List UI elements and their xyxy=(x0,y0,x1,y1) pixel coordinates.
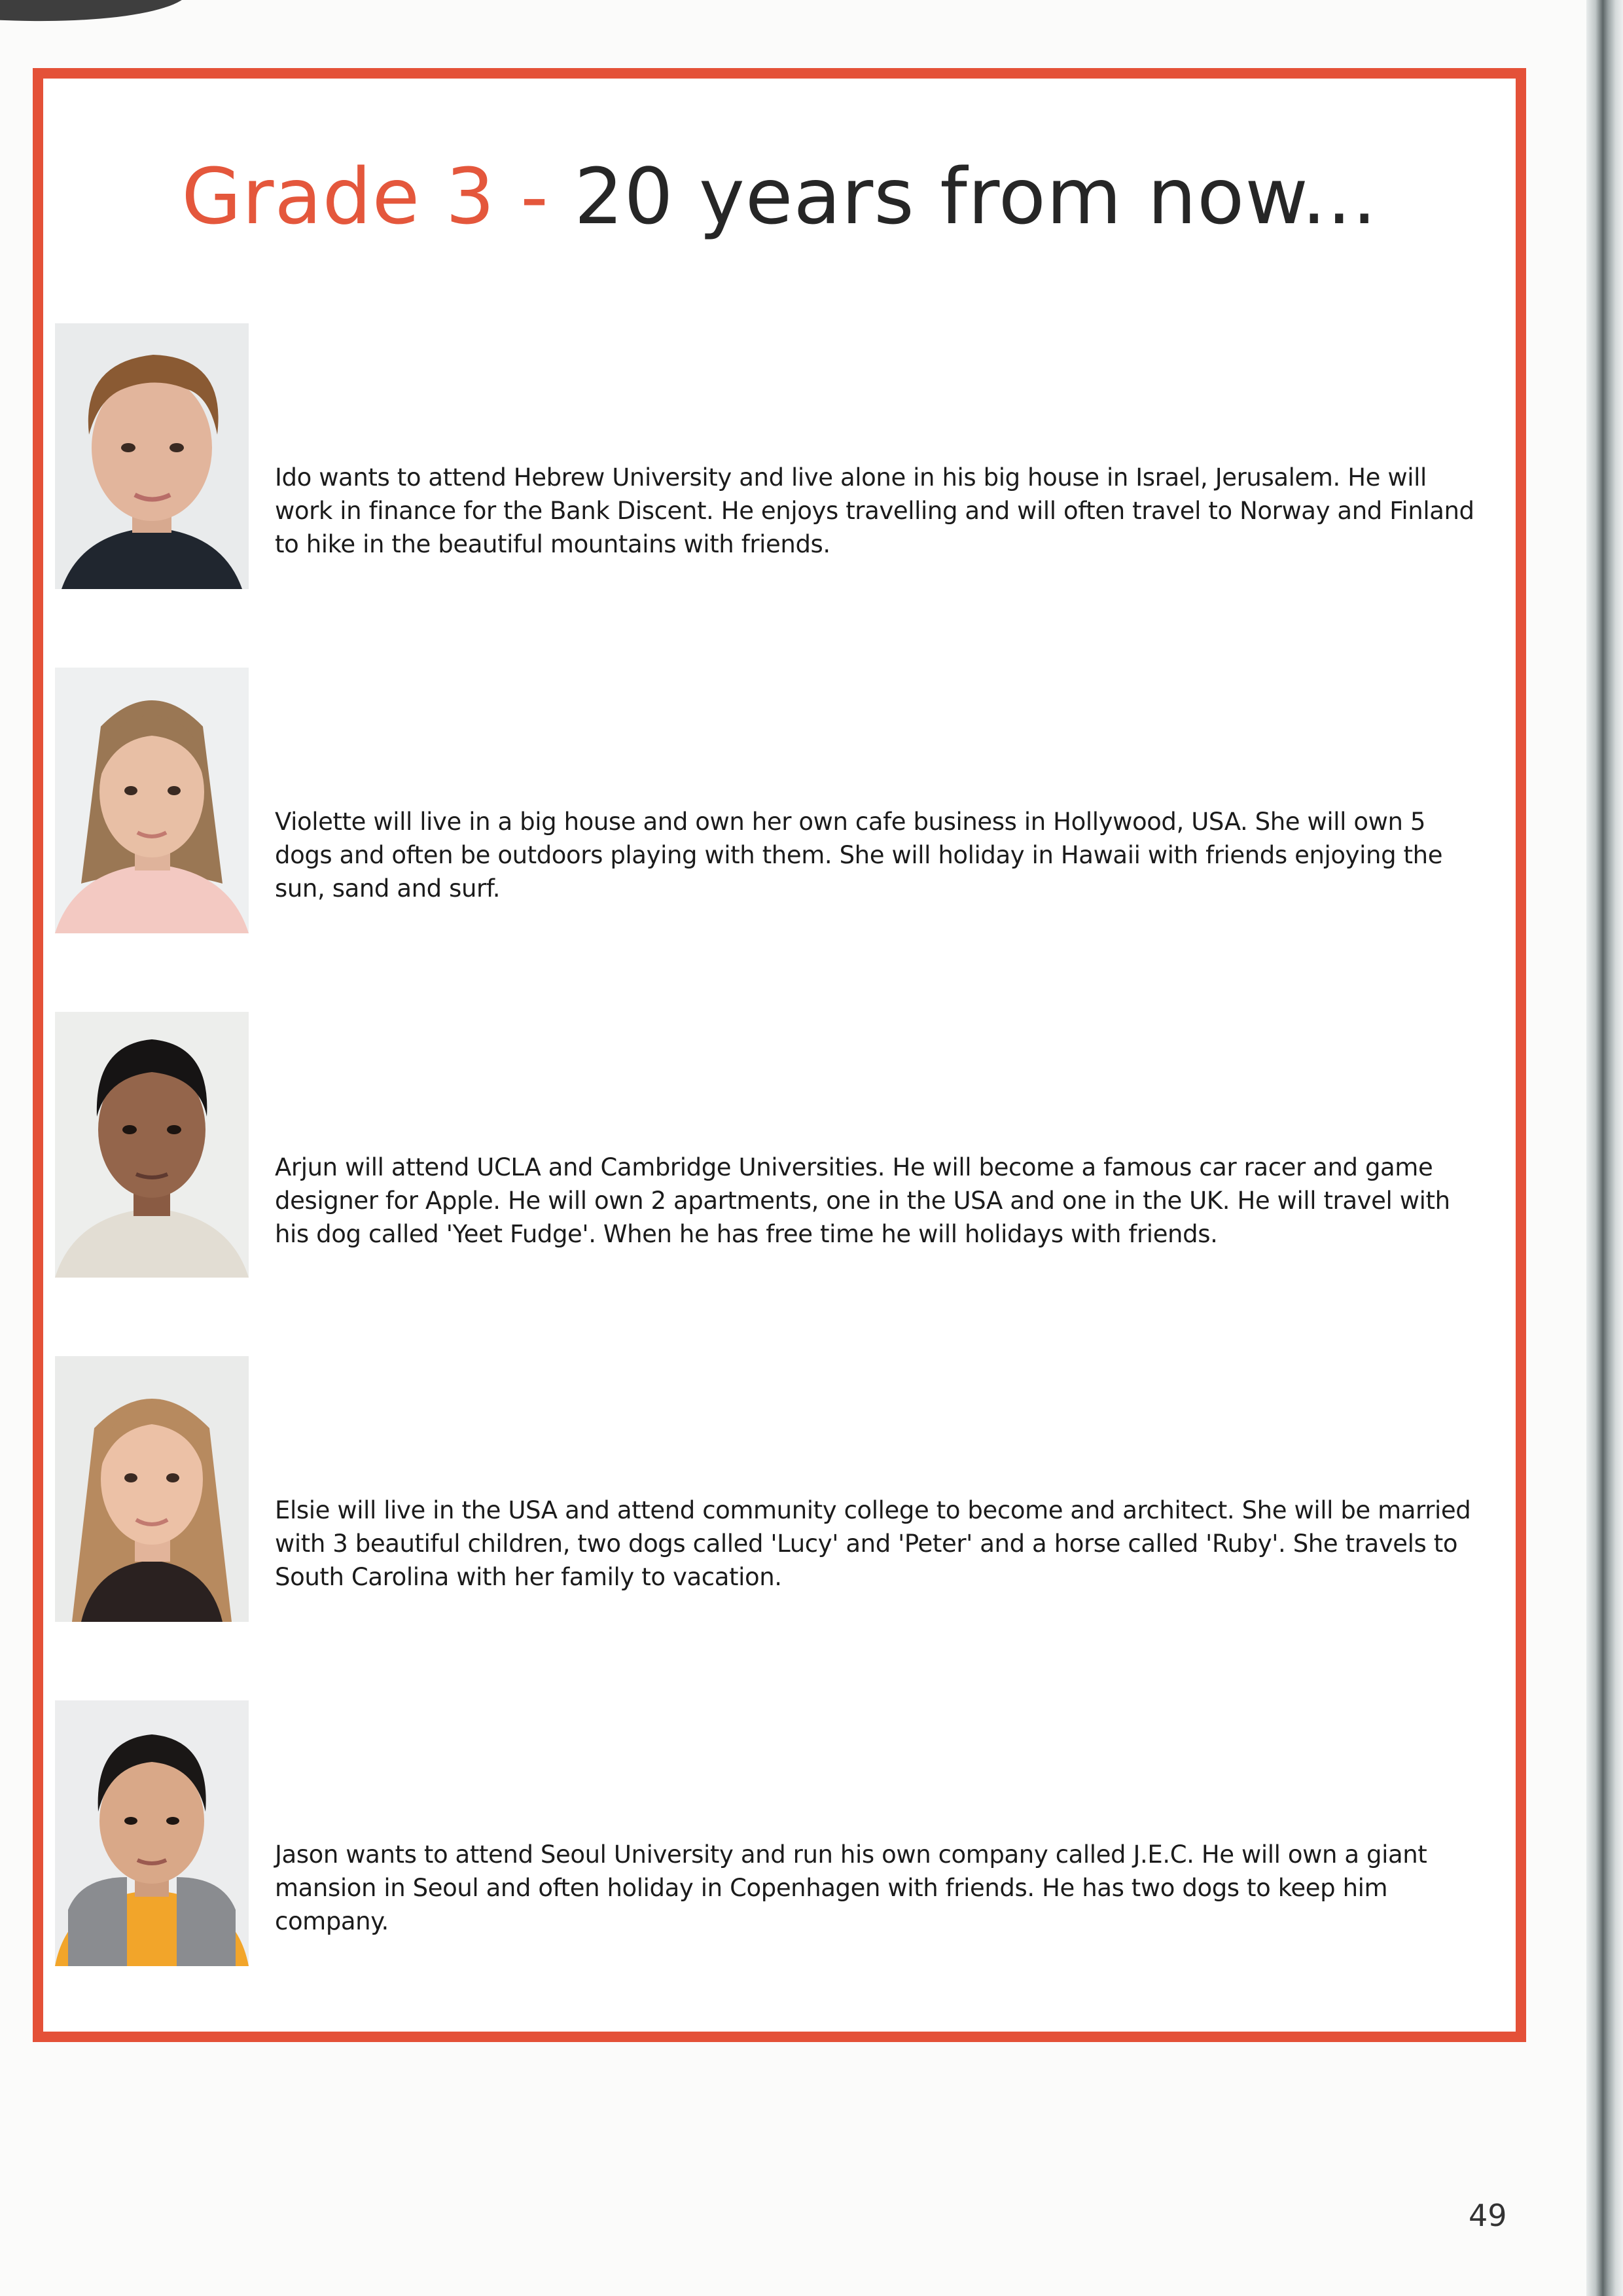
student-entry-arjun xyxy=(55,1012,1495,1280)
title-rest: 20 years from now... xyxy=(574,151,1378,242)
student-bio-arjun: Arjun will attend UCLA and Cambridge Universities. He will become a famous car racer and game designer for Apple. He will own 2 apartments, one in the USA and one in the UK. He will travel with his dog called 'Yeet Fudge'. When he has free time he will holidays with friends. xyxy=(275,1153,1450,1248)
student-bio-violette: Violette will live in a big house and own her own cafe business in Hollywood, USA. She will own 5 dogs and often be outdoors playing with them. She will holiday in Hawaii with friends enjoying the sun, sand and surf. xyxy=(275,808,1443,903)
student-bio-jason: Jason wants to attend Seoul University and run his own company called J.E.C. He will own a giant mansion in Seoul and often holiday in Copenhagen with friends. He has two dogs to keep him company. xyxy=(275,1840,1427,1935)
student-entry-ido xyxy=(55,323,1495,592)
student-entry-jason xyxy=(55,1700,1495,1969)
student-bio-elsie: Elsie will live in the USA and attend community college to become and architect. She will be married with 3 beautiful children, two dogs called 'Lucy' and 'Peter' and a horse called 'Ruby'. She travels to South Carolina with her family to vacation. xyxy=(275,1496,1471,1591)
student-photo-arjun xyxy=(55,1012,249,1278)
student-entry-elsie xyxy=(55,1356,1495,1624)
yearbook-frame xyxy=(33,68,1526,2042)
page-title xyxy=(43,151,1516,242)
student-photo-elsie xyxy=(55,1356,249,1622)
student-photo-jason xyxy=(55,1700,249,1966)
student-entry-violette xyxy=(55,668,1495,936)
student-bio-ido: Ido wants to attend Hebrew University and live alone in his big house in Israel, Jerusalem. He will work in finance for the Bank Discent. He enjoys travelling and will often travel to Norway and Finland to hike in the beautiful mountains with friends. xyxy=(275,463,1474,558)
scan-shadow xyxy=(0,0,191,33)
student-photo-violette xyxy=(55,668,249,933)
student-photo-ido xyxy=(55,323,249,589)
title-highlight: Grade 3 - xyxy=(181,151,549,242)
page-number: 49 xyxy=(1469,2198,1507,2233)
page-binding-edge xyxy=(1586,0,1623,2296)
